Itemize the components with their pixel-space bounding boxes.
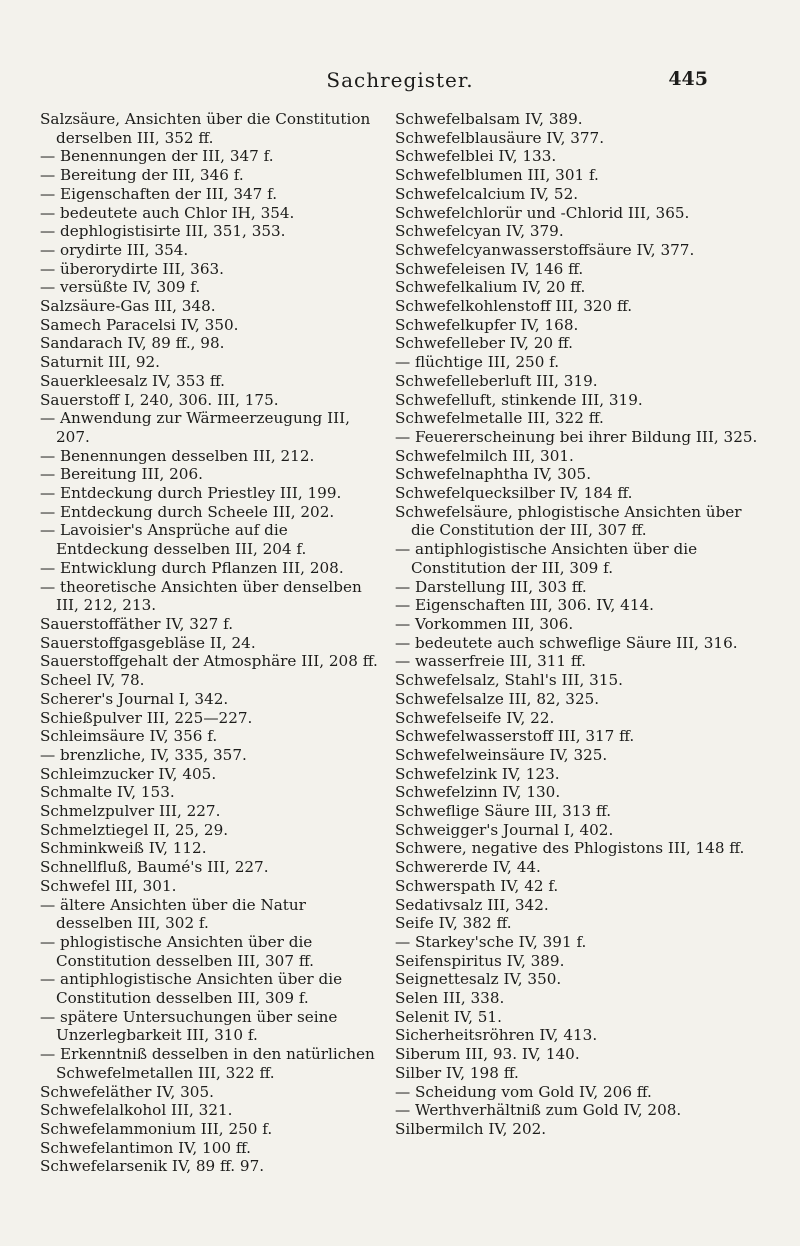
index-entry: Schmelzpulver III, 227. (40, 802, 221, 821)
index-entry: — Benennungen der III, 347 f. (40, 147, 274, 166)
index-entry: Schwere, negative des Phlogistons III, 148 ff. (395, 839, 745, 858)
index-entry: Schwefelwasserstoff III, 317 ff. (395, 727, 635, 746)
index-entry: — Entdeckung durch Priestley III, 199. (40, 484, 342, 503)
index-entry: Schminkweiß IV, 112. (40, 839, 207, 858)
index-entry: Schwefeläther IV, 305. (40, 1082, 214, 1101)
page-number: 445 (668, 68, 708, 90)
index-entry: Saturnit III, 92. (40, 353, 160, 372)
index-entry: — flüchtige III, 250 f. (395, 353, 560, 372)
index-entry: — antiphlogistische Ansichten über die Constitution der III, 309 f. (395, 540, 698, 577)
index-entry: Schwefelmetalle III, 322 ff. (395, 409, 604, 428)
index-entry: Selen III, 338. (395, 989, 505, 1008)
index-entry: Schweigger's Journal I, 402. (395, 820, 614, 839)
index-entry: — Starkey'sche IV, 391 f. (395, 932, 587, 951)
index-entry: Schwefelblausäure IV, 377. (395, 128, 605, 147)
index-column-right (395, 110, 765, 1139)
index-entry: — Feuererscheinung bei ihrer Bildung III, 325. (395, 427, 758, 446)
index-entry: — Erkenntniß desselben in den natürlichen Schwefelmetallen III, 322 ff. (40, 1045, 375, 1082)
index-entry: — Darstellung III, 303 ff. (395, 577, 587, 596)
index-entry: Schwefeleisen IV, 146 ff. (395, 259, 584, 278)
index-entry: Schwefelzink IV, 123. (395, 764, 560, 783)
index-entry: Schmelztiegel II, 25, 29. (40, 820, 229, 839)
index-entry: Schwefelzinn IV, 130. (395, 783, 561, 802)
index-entry: Seignettesalz IV, 350. (395, 970, 562, 989)
index-entry: Salzsäure, Ansichten über die Constitution derselben III, 352 ff. (40, 110, 371, 147)
index-entry: — phlogistische Ansichten über die Constitution desselben III, 307 ff. (40, 932, 314, 970)
index-entry: Sandarach IV, 89 ff., 98. (40, 334, 225, 353)
index-entry: — theoretische Ansichten über denselben III, 212, 213. (40, 577, 362, 615)
index-entry: Silber IV, 198 ff. (395, 1063, 519, 1082)
index-entry: Schwefelsalze III, 82, 325. (395, 689, 600, 708)
index-column-left (40, 110, 380, 1176)
index-entry: Schwefelantimon IV, 100 ff. (40, 1138, 251, 1157)
index-entry: — Vorkommen III, 306. (395, 614, 574, 633)
index-entry: Schwefelchlorür und -Chlorid III, 365. (395, 203, 690, 222)
index-entry: Schwefelleberluft III, 319. (395, 371, 598, 390)
index-entry: Schwefelluft, stinkende III, 319. (395, 390, 643, 409)
index-entry: Salzsäure-Gas III, 348. (40, 297, 216, 316)
index-entry: — Entdeckung durch Scheele III, 202. (40, 502, 335, 521)
index-entry: — spätere Untersuchungen über seine Unzerlegbarkeit III, 310 f. (40, 1007, 338, 1045)
index-entry: — Entwicklung durch Pflanzen III, 208. (40, 558, 344, 577)
index-entry: — Eigenschaften der III, 347 f. (40, 184, 278, 203)
index-entry: — Werthverhältniß zum Gold IV, 208. (395, 1101, 682, 1120)
index-entry: Schwefelquecksilber IV, 184 ff. (395, 484, 633, 503)
index-entry: Schwefelcyanwasserstoffsäure IV, 377. (395, 240, 695, 259)
index-entry: Seifenspiritus IV, 389. (395, 951, 565, 970)
index-entry: Seife IV, 382 ff. (395, 914, 512, 933)
index-entry: Schwefelblei IV, 133. (395, 147, 557, 166)
index-entry: Schwefelkupfer IV, 168. (395, 315, 579, 334)
index-entry: Schwefelweinsäure IV, 325. (395, 745, 608, 764)
index-entry: Schwefelkalium IV, 20 ff. (395, 278, 586, 297)
index-entry: Schwefelalkohol III, 321. (40, 1101, 233, 1120)
index-entry: Schleimsäure IV, 356 f. (40, 727, 218, 746)
index-entry: Schwefelcalcium IV, 52. (395, 184, 579, 203)
index-entry: — orydirte III, 354. (40, 240, 189, 259)
index-entry: Schwefelbalsam IV, 389. (395, 110, 583, 128)
index-entry: Schleimzucker IV, 405. (40, 764, 217, 783)
index-entry: Siberum III, 93. IV, 140. (395, 1045, 580, 1064)
index-entry: Schwefelnaphtha IV, 305. (395, 465, 592, 484)
index-entry: Schwefelmilch III, 301. (395, 446, 574, 465)
index-entry: — brenzliche, IV, 335, 357. (40, 745, 247, 764)
index-entry: Schwefel III, 301. (40, 876, 177, 895)
index-entry: — Scheidung vom Gold IV, 206 ff. (395, 1082, 652, 1101)
index-entry: Schwefelarsenik IV, 89 ff. 97. (40, 1157, 265, 1176)
index-entry: Scherer's Journal I, 342. (40, 689, 229, 708)
index-entry: Schwefelcyan IV, 379. (395, 222, 564, 241)
index-entry: — Bereitung III, 206. (40, 465, 203, 484)
index-entry: Sicherheitsröhren IV, 413. (395, 1026, 598, 1045)
index-entry: Schwefelseife IV, 22. (395, 708, 555, 727)
running-title: Sachregister. (326, 68, 474, 92)
page-header (0, 64, 800, 98)
index-entry: Schwerspath IV, 42 f. (395, 876, 559, 895)
index-entry: Schwefelsäure, phlogistische Ansichten über die Constitution der III, 307 ff. (395, 502, 742, 540)
index-entry: — dephlogistisirte III, 351, 353. (40, 222, 286, 241)
index-entry: Selenit IV, 51. (395, 1007, 502, 1026)
index-entry: Scheel IV, 78. (40, 671, 145, 690)
index-entry: Sauerstoffgasgebläse II, 24. (40, 633, 256, 652)
index-entry: — wasserfreie III, 311 ff. (395, 652, 586, 671)
index-entry: — bedeutete auch Chlor IH, 354. (40, 203, 295, 222)
index-entry: — überorydirte III, 363. (40, 259, 224, 278)
index-entry: Sauerstoffäther IV, 327 f. (40, 614, 234, 633)
index-entry: — Eigenschaften III, 306. IV, 414. (395, 596, 654, 615)
index-entry: — antiphlogistische Ansichten über die Constitution desselben III, 309 f. (40, 970, 343, 1008)
index-entry: — Lavoisier's Ansprüche auf die Entdeckung desselben III, 204 f. (40, 521, 307, 559)
index-entry: — ältere Ansichten über die Natur desselben III, 302 f. (40, 895, 306, 933)
index-entry: Schwererde IV, 44. (395, 858, 541, 877)
index-entry: Schnellfluß, Baumé's III, 227. (40, 858, 269, 877)
index-entry: Sauerstoff I, 240, 306. III, 175. (40, 390, 279, 409)
index-entry: Samech Paracelsi IV, 350. (40, 315, 239, 334)
index-entry: Schwefelleber IV, 20 ff. (395, 334, 573, 353)
index-entry: Schwefelkohlenstoff III, 320 ff. (395, 297, 633, 316)
index-entry: — bedeutete auch schweflige Säure III, 316. (395, 633, 738, 652)
index-entry: Schwefelammonium III, 250 f. (40, 1119, 273, 1138)
index-entry: — Bereitung der III, 346 f. (40, 166, 244, 185)
index-entry: Sedativsalz III, 342. (395, 895, 549, 914)
index-entry: Schießpulver III, 225—227. (40, 708, 253, 727)
index-entry: Sauerstoffgehalt der Atmosphäre III, 208 ff. (40, 652, 378, 671)
index-entry: Schwefelblumen III, 301 f. (395, 166, 599, 185)
index-entry: Silbermilch IV, 202. (395, 1119, 547, 1138)
index-entry: Sauerkleesalz IV, 353 ff. (40, 371, 225, 390)
index-entry: — Benennungen desselben III, 212. (40, 446, 315, 465)
index-entry: — Anwendung zur Wärmeerzeugung III, 207. (40, 409, 350, 446)
index-entry: Schmalte IV, 153. (40, 783, 175, 802)
index-entry: Schweflige Säure III, 313 ff. (395, 802, 612, 821)
index-entry: — versüßte IV, 309 f. (40, 278, 201, 297)
index-entry: Schwefelsalz, Stahl's III, 315. (395, 671, 623, 690)
